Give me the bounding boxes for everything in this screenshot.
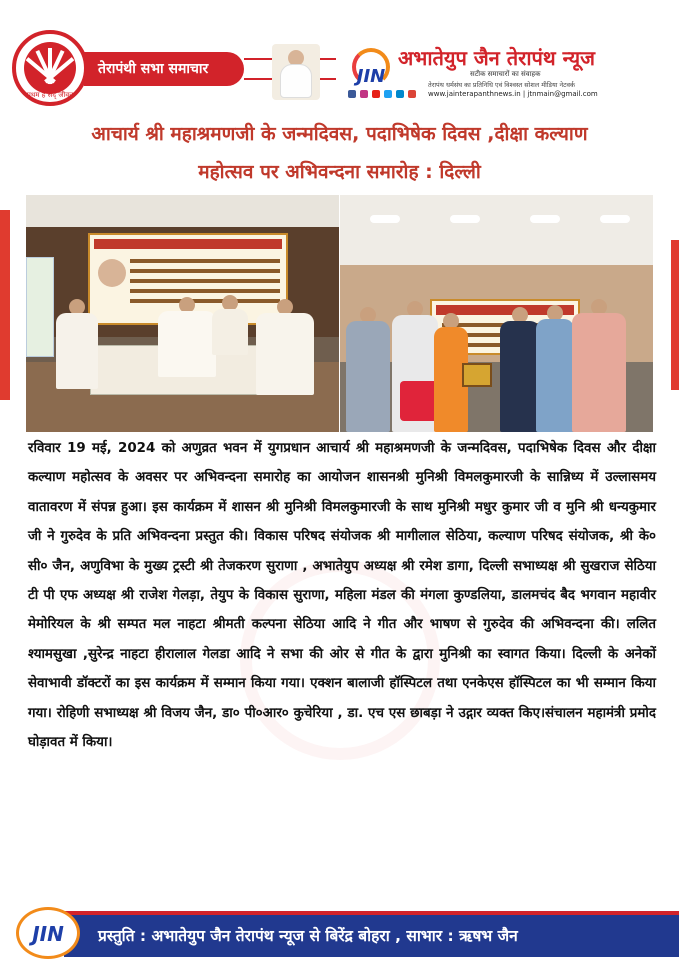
right-decoration bbox=[671, 240, 679, 390]
footer-bar bbox=[64, 911, 679, 957]
headline-line-1: आचार्य श्री महाश्रमणजी के जन्मदिवस, पदाभिषेक दिवस ,दीक्षा कल्याण bbox=[91, 123, 588, 145]
brand-subtitle: तेरापंथ धर्मसंघ का प्रतिनिधि एवं विश्वस्त सोशल मीडिया नेटवर्क bbox=[428, 81, 575, 89]
footer-credit: प्रस्तुति : अभातेयुप जैन तेरापंथ न्यूज से बिरेंद्र बोहरा , साभार : ऋषभ जैन bbox=[98, 927, 518, 945]
brand-tagline: सटीक समाचारों का संवाहक bbox=[470, 70, 541, 78]
jin-logo bbox=[348, 48, 394, 94]
header bbox=[0, 0, 679, 112]
youtube-icon[interactable] bbox=[372, 90, 380, 98]
jin-logo-text: JIN bbox=[356, 66, 386, 87]
guru-photo bbox=[272, 44, 320, 100]
footer bbox=[0, 903, 679, 960]
social-icons bbox=[348, 90, 416, 98]
footer-jin-logo bbox=[16, 907, 80, 959]
event-photo-left bbox=[26, 195, 339, 432]
footer-jin-logo-text: JIN bbox=[32, 922, 64, 946]
instagram-icon[interactable] bbox=[360, 90, 368, 98]
brand-title: अभातेयुप जैन तेरापंथ न्यूज bbox=[398, 46, 595, 70]
sabha-logo-text: प्रथम है सद् जीवन bbox=[26, 91, 74, 99]
sabha-logo bbox=[12, 30, 88, 106]
brand-contact[interactable]: www.jainterapanthnews.in | jtnmain@gmail.com bbox=[428, 90, 598, 98]
headline-line-2: महोत्सव पर अभिवन्दना समारोह : दिल्ली bbox=[198, 161, 481, 183]
article-body: रविवार 19 मई, 2024 को अणुव्रत भवन में युगप्रधान आचार्य श्री महाश्रमणजी के जन्मदिवस, पदाभिषेक दिवस और दीक्षा कल्याण महोत्सव के अवसर पर अभिवन्दना समारोह का आयोजन शासनश्री मुनिश्री विमलकुमारजी के सान्निध्य में उल्लासमय वातावरण में संपन्न हुआ। इस कार्यक्रम में शासन श्री मुनिश्री विमलकुमारजी के साथ मुनिश्री मधुर कुमार जी व मुनि श्री धन्यकुमार जी ने गुरुदेव के प्रति अभिवन्दना प्रस्तुत की। विकास परिषद संयोजक श्री मागीलाल सेठिया, कल्याण परिषद संयोजक, श्री के० सी० जैन, अणुविभा के मुख्य ट्रस्टी श्री तेजकरण सुराणा , अभातेयुप अध्यक्ष श्री रमेश डागा, दिल्ली सभाध्यक्ष श्री सुखराज सेठिया टी पी एफ अध्यक्ष श्री राजेश गेलड़ा, तेयुप के विकास सुराणा, महिला मंडल की मंगला कुण्डलिया, डालमचंद बैद भगवान महावीर मेमोरियल के श्री सम्पत मल नाहटा श्रीमती कल्पना सेठिया आदि ने गीत और भाषण से गुरुदेव की अभिवन्दना की। ललित श्यामसुखा ,सुरेन्द्र नाहटा हीरालाल गेलडा आदि ने सभा की ओर से गीत के द्वारा मुनिश्री का स्वागत किया। दिल्ली के अनेकों सेवाभावी डॉक्टरों का इस कार्यक्रम में सम्मान किया गया। एक्शन बालाजी हॉस्पिटल तथा एनकेएस हॉस्पिटल का भी सम्मान किया गया। रोहिणी सभाध्यक्ष श्री विजय जैन, डा० पी०आर० कुचेरिया , डा. एच एस छाबड़ा ने उद्गार व्यक्त किए।संचालन महामंत्री प्रमोद घोड़ावत में किया। bbox=[28, 441, 656, 751]
sabha-label: तेरापंथी सभा समाचार bbox=[84, 52, 244, 86]
telegram-icon[interactable] bbox=[396, 90, 404, 98]
sabha-logo-emblem bbox=[24, 42, 76, 94]
event-photo-right bbox=[340, 195, 653, 432]
left-decoration bbox=[0, 210, 10, 400]
facebook-icon[interactable] bbox=[348, 90, 356, 98]
google-plus-icon[interactable] bbox=[408, 90, 416, 98]
twitter-icon[interactable] bbox=[384, 90, 392, 98]
